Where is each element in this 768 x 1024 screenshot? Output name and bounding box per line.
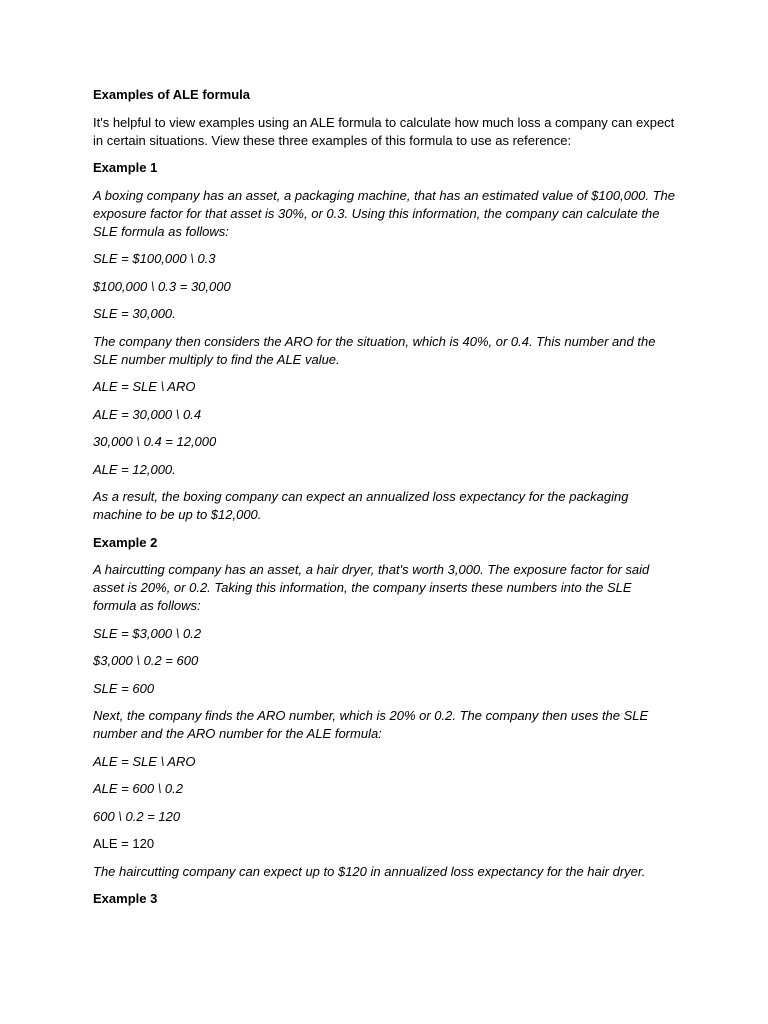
section-heading: Examples of ALE formula (93, 87, 250, 102)
formula-line: SLE = $100,000 \ 0.3 (93, 251, 216, 266)
formula-line: SLE = 30,000. (93, 306, 176, 321)
formula-line: SLE = 600 (93, 680, 155, 696)
example-2-conclusion: The haircutting company can expect up to $120 in annualized loss expectancy for the hair dryer. (93, 863, 646, 879)
formula-line: $100,000 \ 0.3 = 30,000 (93, 278, 231, 294)
example-1-conclusion: As a result, the boxing company can expect an annualized loss expectancy for the packaging machine to be up to $12,000. (93, 489, 629, 522)
intro-paragraph: It's helpful to view examples using an ALE formula to calculate how much loss a company can expect in certain situations. View these three examples of this formula to use as reference: (93, 114, 675, 148)
formula-line: 600 \ 0.2 = 120 (93, 808, 181, 824)
formula-line: ALE = 600 \ 0.2 (93, 781, 183, 796)
example-1-heading: Example 1 (93, 160, 158, 175)
example-1-aro-paragraph: The company then considers the ARO for the situation, which is 40%, or 0.4. This number and the SLE number multiply to find the ALE value. (93, 333, 656, 367)
formula-line: ALE = 12,000. (93, 461, 176, 477)
formula-line: $3,000 \ 0.2 = 600 (93, 653, 199, 668)
example-1-description: A boxing company has an asset, a packaging machine, that has an estimated value of $100,000. The exposure factor for that asset is 30%, or 0.3. Using this information, the company can calculate the SLE formula as follows: (93, 187, 676, 239)
formula-line: ALE = SLE \ ARO (93, 379, 196, 394)
formula-line: SLE = $3,000 \ 0.2 (93, 625, 202, 641)
formula-line: 30,000 \ 0.4 = 12,000 (93, 434, 217, 449)
example-2-description: A haircutting company has an asset, a hair dryer, that's worth 3,000. The exposure factor for said asset is 20%, or 0.2. Taking this information, the company inserts these numbers into the SLE formula as follows: (93, 562, 650, 613)
formula-line: ALE = 120 (93, 836, 155, 851)
formula-line: ALE = 30,000 \ 0.4 (93, 406, 202, 422)
formula-line: ALE = SLE \ ARO (93, 753, 196, 769)
document-page (93, 86, 678, 918)
example-3-heading: Example 3 (93, 891, 158, 906)
example-2-heading: Example 2 (93, 534, 158, 550)
example-2-aro-paragraph: Next, the company finds the ARO number, which is 20% or 0.2. The company then uses the SLE number and the ARO number for the ALE formula: (93, 708, 649, 741)
